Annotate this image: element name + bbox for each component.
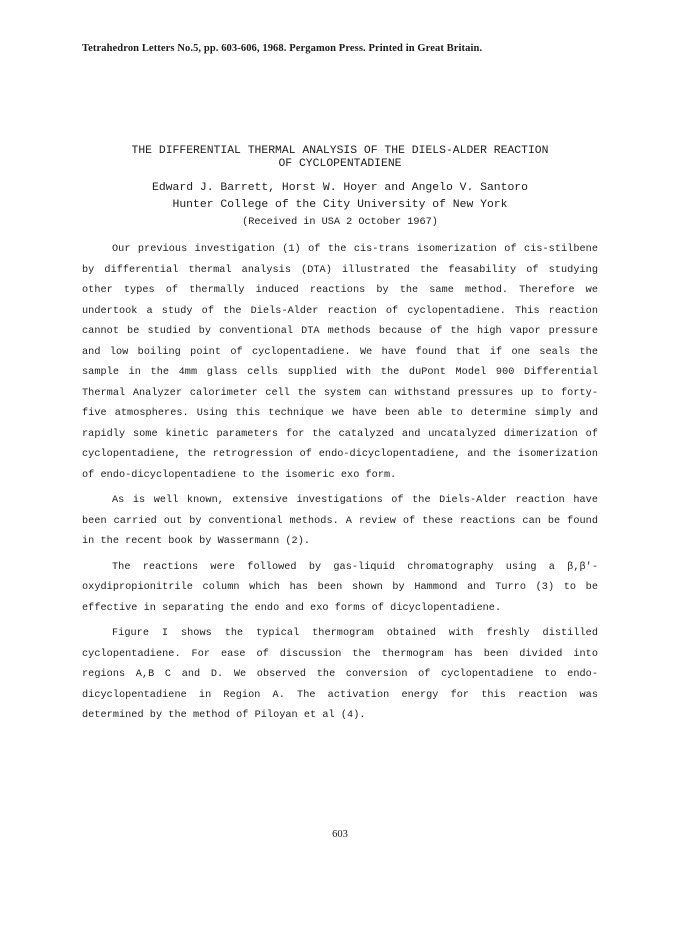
page-number: 603 (332, 829, 348, 840)
article-body (82, 240, 598, 727)
received-date: (Received in USA 2 October 1967) (242, 217, 438, 228)
paragraph-2: As is well known, extensive investigations of the Diels-Alder reaction have been carried out by conventional methods. A review of these reactions can be found in the recent book by Wassermann (2). (82, 495, 598, 548)
affiliation: Hunter College of the City University of New York (172, 199, 508, 211)
running-header: Tetrahedron Letters No.5, pp. 603-606, 1968. Pergamon Press. Printed in Great Britain. (82, 43, 483, 54)
paragraph-3: The reactions were followed by gas-liquid chromatography using a β,β'-oxydipropionitrile column which has been shown by Hammond and Turro (3) to be effective in separating the endo and exo forms of dicyclopentadiene. (82, 561, 598, 614)
title-line-1: THE DIFFERENTIAL THERMAL ANALYSIS OF THE DIELS-ALDER REACTION (131, 145, 549, 157)
title-line-2: OF CYCLOPENTADIENE (278, 158, 402, 170)
paragraph-1: Our previous investigation (1) of the cis-trans isomerization of cis-stilbene by differential thermal analysis (DTA) illustrated the feasability of studying other types of thermally induced reactions by the same method. Therefore we undertook a study of the Diels-Alder reaction of cyclopentadiene. This reaction cannot be studied by conventional DTA methods because of the high vapor pressure and low boiling point of cyclopentadiene. We have found that if one seals the sample in the 4mm glass cells supplied with the duPont Model 900 Differential Thermal Analyzer calorimeter cell the system can withstand pressures up to forty-five atmospheres. Using this technique we have been able to determine simply and rapidly some kinetic parameters for the catalyzed and uncatalyzed dimerization of cyclopentadiene, the retrogression of endo-dicyclopentadiene, and the isomerization of endo-dicyclopentadiene to the isomeric exo form. (82, 244, 598, 482)
author-block (82, 180, 598, 231)
article-title (82, 145, 598, 171)
authors: Edward J. Barrett, Horst W. Hoyer and Angelo V. Santoro (152, 182, 528, 194)
paragraph-4: Figure I shows the typical thermogram obtained with freshly distilled cyclopentadiene. For ease of discussion the thermogram has been divided into regions A,B C and D. We observed the conversion of cyclopentadiene to endo-dicyclopentadiene in Region A. The activation energy for this reaction was determined by the method of Piloyan et al (4). (82, 628, 598, 722)
